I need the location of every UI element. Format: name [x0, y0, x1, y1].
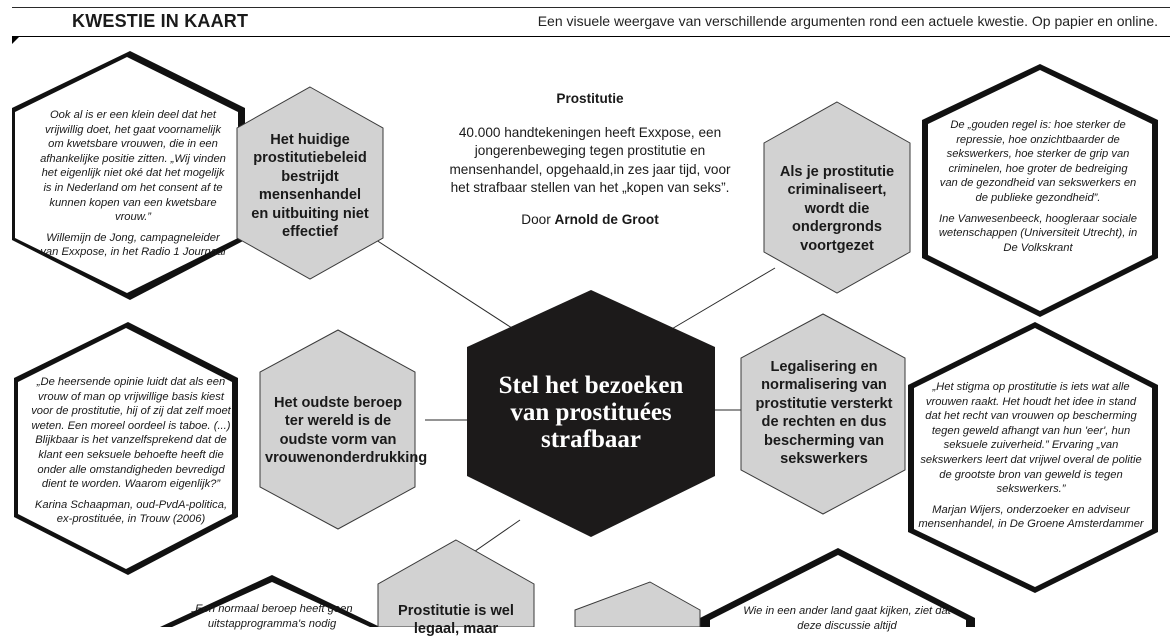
quote-text: „Een normaal beroep heeft geen uitstapprogramma's nodig — [191, 603, 353, 630]
argument-label: Legalisering en normalisering van prostitutie versterkt de rechten en dus bescherming van sekswerkers — [755, 359, 893, 468]
intro-title: Prostitutie — [556, 91, 624, 106]
quote-text: „Het stigma op prostitutie is iets wat alle vrouwen raakt. Het houdt het idee in stand dat het recht van vrouwen op bescherming tegen geweld afhangt van hun 'eer', hun seksuele zuiverheid.” Ervaring „van sekswerkers leert dat vrijwel overal de politie de grootste bron van geweld is tegen sekswerkers.” — [920, 381, 1142, 496]
intro-block — [440, 90, 740, 229]
section-title: KWESTIE IN KAART — [72, 11, 249, 31]
quote-text: De „gouden regel is: hoe sterker de repressie, hoe onzichtbaarder de sekswerkers, hoe sterker de grip van criminelen, hoe groter de bedreiging van de gezondheid van sekswerkers en de publieke gezondheid”. — [939, 119, 1137, 204]
byline — [440, 211, 740, 229]
quote-block — [938, 118, 1138, 255]
byline-prefix: Door — [521, 212, 555, 228]
quote-text: Ook al is er een klein deel dat het vrijwillig doet, het gaat voornamelijk om kwetsbare vrouwen, die in een afhankelijke positie zitten. „Wij vinden het eigenlijk niet oké dat het mogelijk is in Nederland om het consent af te kunnen kopen van een kwetsbare vrouw.” — [40, 109, 226, 224]
quote-block — [38, 108, 228, 260]
quote-source: Marjan Wijers, onderzoeker en adviseur mensenhandel, in De Groene Amsterdammer — [918, 503, 1144, 531]
quote-block — [732, 604, 962, 633]
connector-line — [670, 268, 775, 330]
intro-body: 40.000 handtekeningen heeft Exxpose, een jongerenbeweging tegen prostitutie en mensenhandel, opgehaald,in zes jaar tijd, voor het strafbaar stellen van het „kopen van seks”. — [449, 125, 731, 195]
argument-label: Als je prostitutie criminaliseert, wordt die ondergronds voortgezet — [779, 164, 895, 254]
quote-source: Ine Vanwesenbeeck, hoogleraar sociale wetenschappen (Universiteit Utrecht), in De Volkskrant — [938, 212, 1138, 254]
argument-label: Prostitutie is wel legaal, maar — [398, 603, 514, 638]
quote-block — [26, 375, 236, 527]
quote-text: „De heersende opinie luidt dat als een vrouw of man op vrijwillige basis kiest voor de prostitutie, hij of zij dat zelf moet weten. Een moreel oordeel is taboe. (...) Blijkbaar is het vanzelfsprekend dat de klant een seksuele behoefte heeft die onder alle omstandigheden bevredigd dient te worden. Waarom eigenlijk?” — [31, 376, 231, 491]
quote-source: Karina Schaapman, oud-PvdA-politica, ex-prostituée, in Trouw (2006) — [34, 498, 228, 526]
quote-block — [918, 380, 1144, 532]
panel-corner — [12, 36, 20, 44]
argument-label: Het huidige prostitutiebeleid bestrijdt mensenhandel en uitbuiting niet effectief — [251, 132, 369, 241]
connector-line — [373, 238, 515, 330]
argument-label: Het oudste beroep ter wereld is de oudste vorm van vrouwenonderdrukking — [265, 395, 428, 467]
section-subtitle: Een visuele weergave van verschillende argumenten rond een actuele kwestie. Op papier en online. — [537, 13, 1158, 29]
quote-text: Wie in een ander land gaat kijken, ziet dat deze discussie altijd — [743, 605, 951, 632]
central-statement: Stel het bezoeken van prostituées strafbaar — [498, 372, 684, 453]
author-name: Arnold de Groot — [554, 212, 659, 228]
argument-hex — [575, 582, 700, 627]
quote-source: Willemijn de Jong, campagneleider van Exxpose, in het Radio 1 Journaal — [40, 231, 226, 259]
